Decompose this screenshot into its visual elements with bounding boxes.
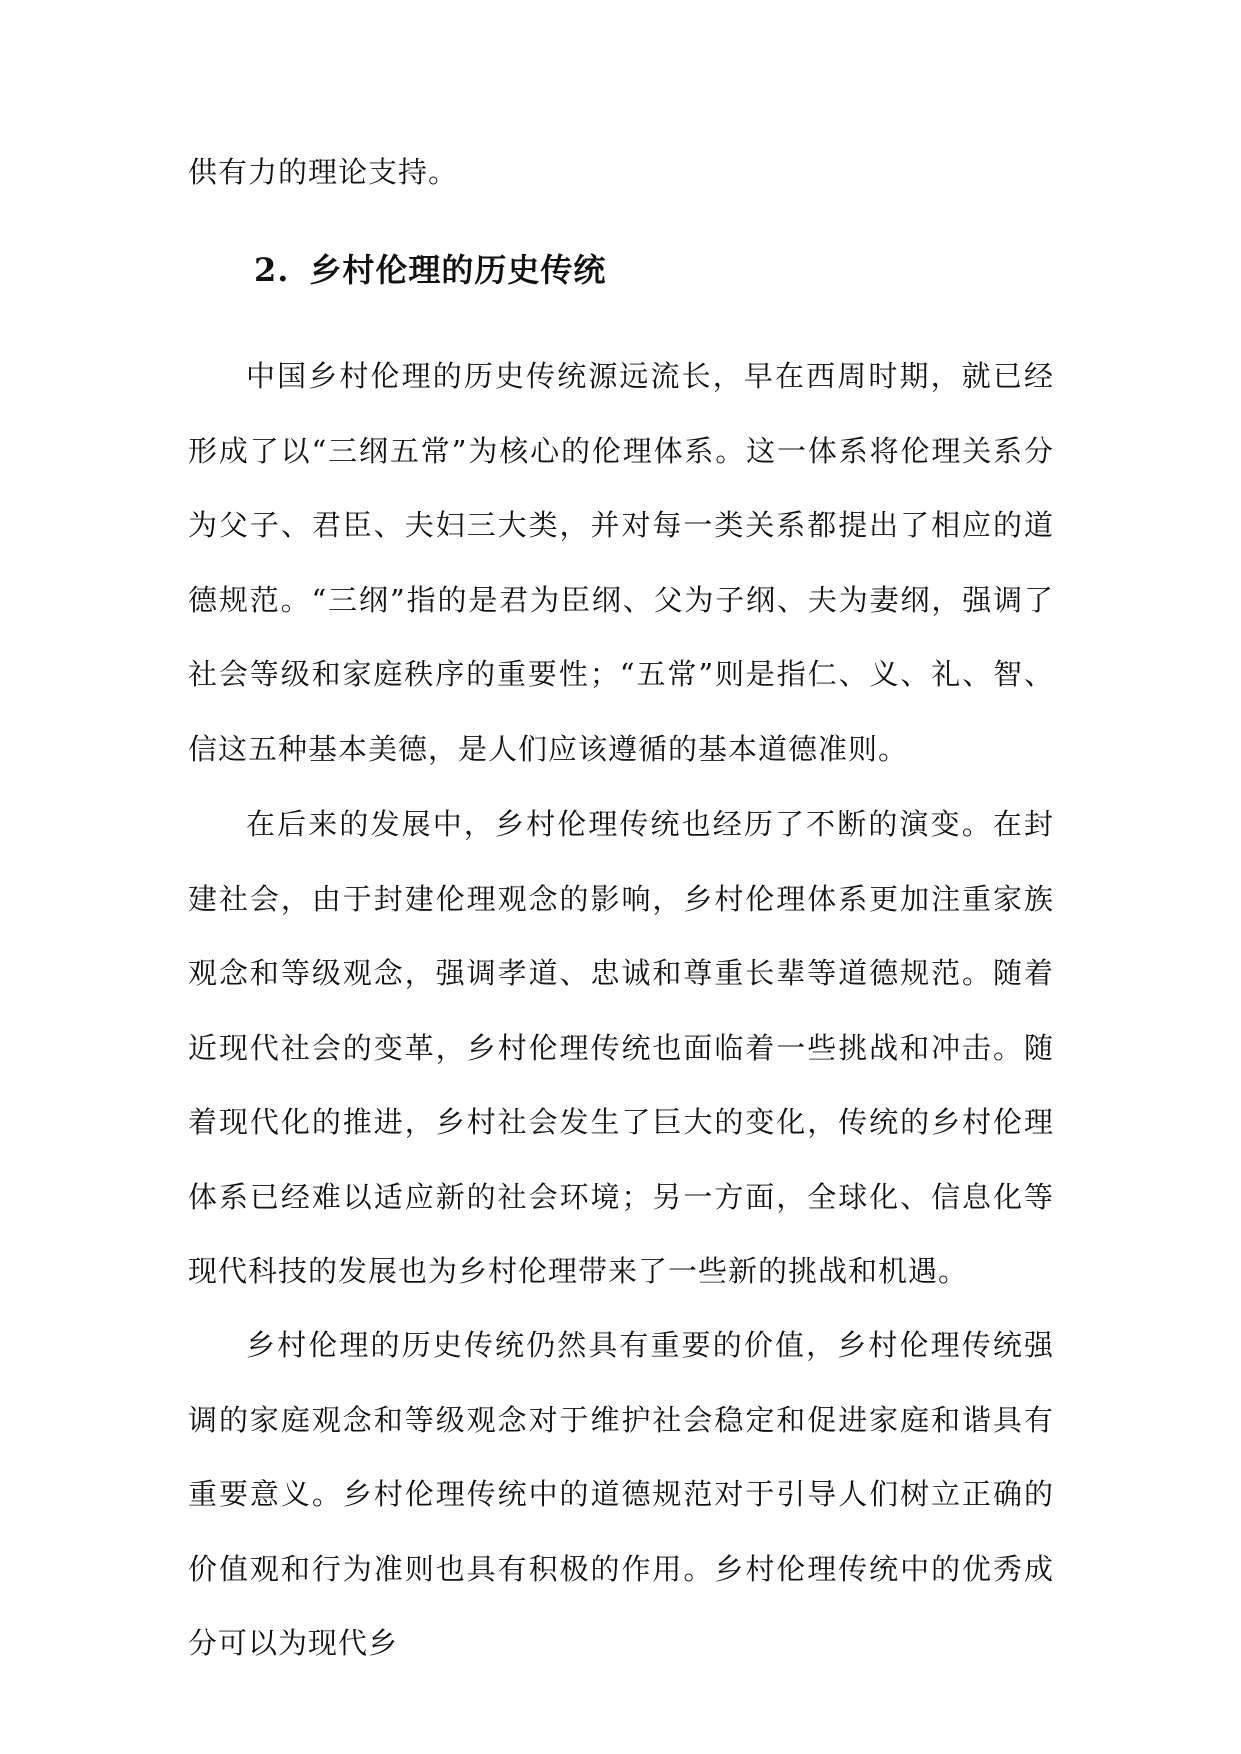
body-paragraph-2: 在后来的发展中，乡村伦理传统也经历了不断的演变。在封建社会，由于封建伦理观念的影响，乡村伦理体系更加注重家族观念和等级观念，强调孝道、忠诚和尊重长辈等道德规范。随着近现代社会的变革，乡村伦理传统也面临着一些挑战和冲击。随着现代化的推进，乡村社会发生了巨大的变化，传统的乡村伦理体系已经难以适应新的社会环境；另一方面，全球化、信息化等现代科技的发展也为乡村伦理带来了一些新的挑战和机遇。 — [188, 807, 1054, 1288]
body-paragraph-3: 乡村伦理的历史传统仍然具有重要的价值，乡村伦理传统强调的家庭观念和等级观念对于维护社会稳定和促进家庭和谐具有重要意义。乡村伦理传统中的道德规范对于引导人们树立正确的价值观和行为准则也具有积极的作用。乡村伦理传统中的优秀成分可以为现代乡 — [188, 1328, 1054, 1660]
section-title: 乡村伦理的历史传统 — [309, 251, 607, 289]
section-number: 2. — [254, 251, 290, 289]
section-heading — [254, 248, 606, 292]
body-paragraph-1: 中国乡村伦理的历史传统源远流长，早在西周时期，就已经形成了以“三纲五常”为核心的伦理体系。这一体系将伦理关系分为父子、君臣、夫妇三大类，并对每一类关系都提出了相应的道德规范。“三纲”指的是君为臣纲、父为子纲、夫为妻纲，强调了社会等级和家庭秩序的重要性；“五常”则是指仁、义、礼、智、信这五种基本美德，是人们应该遵循的基本道德准则。 — [188, 359, 1054, 766]
carryover-paragraph: 供有力的理论支持。 — [188, 155, 459, 189]
